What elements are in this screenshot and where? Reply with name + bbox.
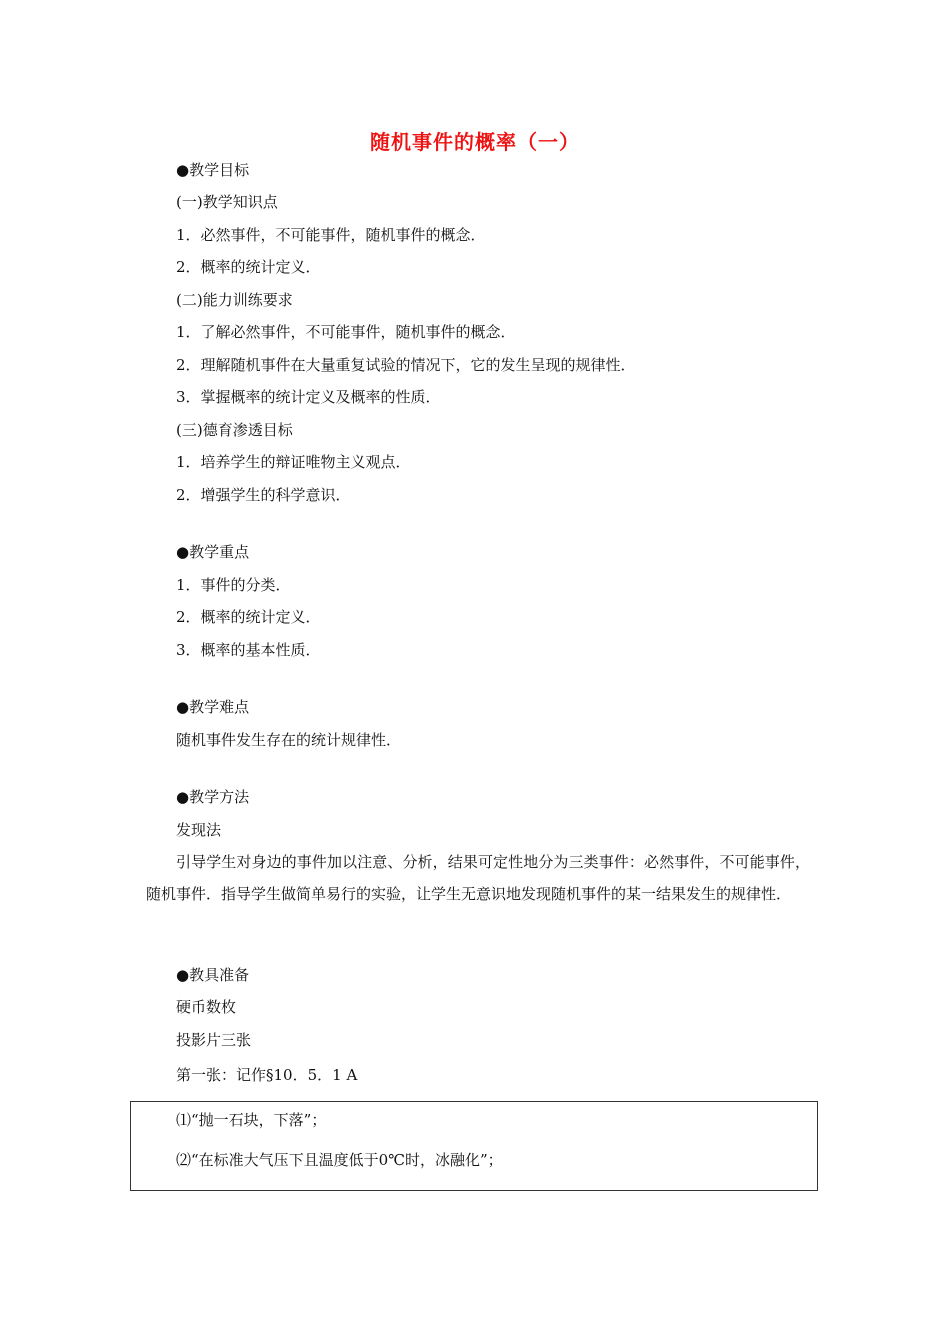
knowledge-heading: (一)教学知识点 [176, 193, 278, 211]
methods-heading: ●教学方法 [176, 788, 250, 806]
objectives-heading: ●教学目标 [176, 161, 250, 179]
ability-heading: (二)能力训练要求 [176, 291, 293, 309]
slide-item: ⑴“抛一石块，下落”； [176, 1111, 327, 1129]
ability-item: 3．掌握概率的统计定义及概率的性质． [176, 388, 441, 406]
difficulties-heading: ●教学难点 [176, 698, 250, 716]
material-item: 投影片三张 [176, 1031, 252, 1049]
ability-item: 2．理解随机事件在大量重复试验的情况下，它的发生呈现的规律性． [176, 356, 636, 374]
knowledge-item: 2．概率的统计定义． [176, 258, 321, 276]
page-title: 随机事件的概率（一） [370, 130, 580, 154]
key-point-item: 2．概率的统计定义． [176, 608, 321, 626]
knowledge-item: 1．必然事件，不可能事件，随机事件的概念． [176, 226, 486, 244]
moral-item: 2．增强学生的科学意识． [176, 486, 351, 504]
material-item: 第一张：记作§10．5．1 A [176, 1066, 358, 1084]
materials-heading: ●教具准备 [176, 966, 250, 984]
method-paragraph: 引导学生对身边的事件加以注意、分析，结果可定性地分为三类事件：必然事件，不可能事件，随机事件．指导学生做简单易行的实验，让学生无意识地发现随机事件的某一结果发生的规律性． [146, 853, 810, 903]
key-point-item: 3．概率的基本性质． [176, 641, 321, 659]
material-item: 硬币数枚 [176, 998, 237, 1016]
moral-item: 1．培养学生的辩证唯物主义观点． [176, 453, 411, 471]
method-name: 发现法 [176, 821, 222, 839]
moral-heading: (三)德育渗透目标 [176, 421, 293, 439]
key-point-item: 1．事件的分类． [176, 576, 291, 594]
key-points-heading: ●教学重点 [176, 543, 250, 561]
slide-box [130, 1101, 818, 1191]
slide-item: ⑵“在标准大气压下且温度低于0℃时，冰融化”； [176, 1151, 503, 1169]
ability-item: 1．了解必然事件，不可能事件，随机事件的概念． [176, 323, 516, 341]
difficulties-text: 随机事件发生存在的统计规律性． [176, 731, 402, 749]
